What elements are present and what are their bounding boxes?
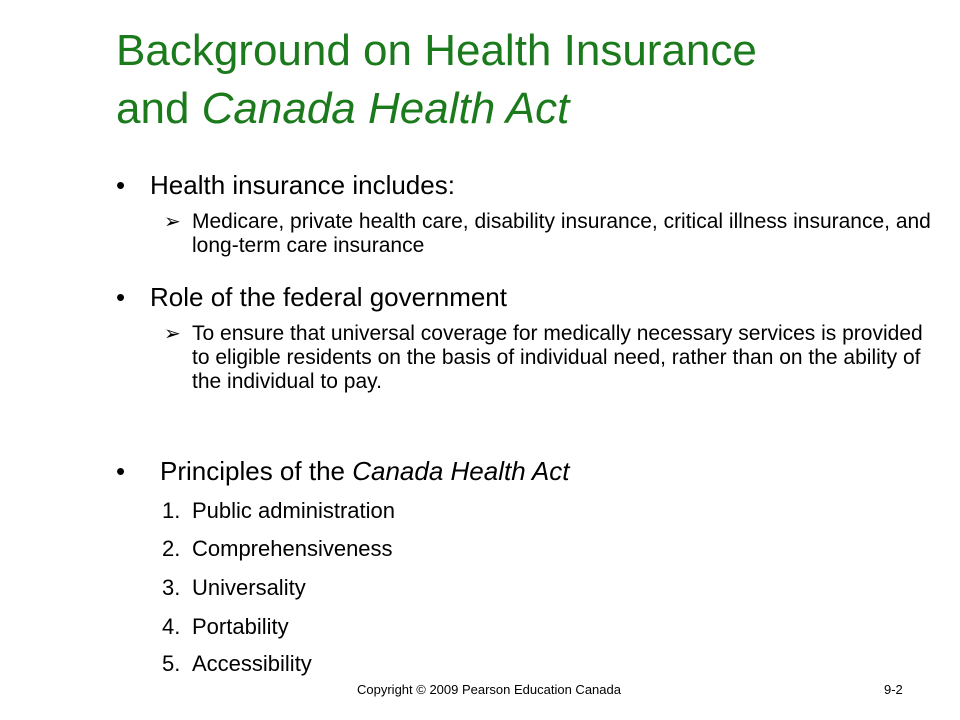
sub-bullet-text: To ensure that universal coverage for medically necessary services is provided to eligible residents on the basis of individual need, rather than on the ability of the individual to pay. [192, 322, 923, 393]
sub-bullet-item [164, 322, 934, 394]
principle-number: 4. [162, 614, 181, 639]
slide-number: 9-2 [884, 682, 903, 697]
bullet-item [116, 170, 455, 200]
principle-number: 3. [162, 575, 181, 600]
sub-bullet-item [164, 210, 934, 258]
title-line-2-italic: Canada Health Act [201, 84, 570, 133]
principle-item [162, 651, 312, 677]
principle-number: 2. [162, 536, 181, 561]
principle-item [162, 614, 289, 640]
bullet-text-italic: Canada Health Act [352, 456, 570, 486]
arrow-bullet-icon: ➢ [164, 211, 181, 233]
title-line-2-prefix: and [116, 84, 202, 133]
bullet-dot-icon: • [116, 456, 126, 486]
principle-item [162, 498, 395, 524]
footer-copyright: Copyright © 2009 Pearson Education Canada [357, 682, 621, 697]
bullet-item [116, 456, 570, 486]
principle-label: Portability [192, 614, 289, 639]
arrow-bullet-icon: ➢ [164, 323, 181, 345]
bullet-text-prefix: Principles of the [160, 456, 353, 486]
principle-number: 1. [162, 498, 181, 523]
bullet-item [116, 282, 507, 312]
principle-label: Accessibility [192, 651, 312, 676]
bullet-text: Health insurance includes: [150, 170, 455, 200]
sub-bullet-text: Medicare, private health care, disability insurance, critical illness insurance, and long-term care insurance [192, 210, 931, 257]
bullet-dot-icon: • [116, 282, 126, 312]
principle-label: Comprehensiveness [192, 536, 393, 561]
bullet-dot-icon: • [116, 170, 126, 200]
principle-label: Universality [192, 575, 306, 600]
principle-item [162, 536, 393, 562]
principle-item [162, 575, 306, 601]
title-line-1: Background on Health Insurance [116, 26, 757, 75]
principle-number: 5. [162, 651, 181, 676]
bullet-text: Role of the federal government [150, 282, 507, 312]
principle-label: Public administration [192, 498, 395, 523]
